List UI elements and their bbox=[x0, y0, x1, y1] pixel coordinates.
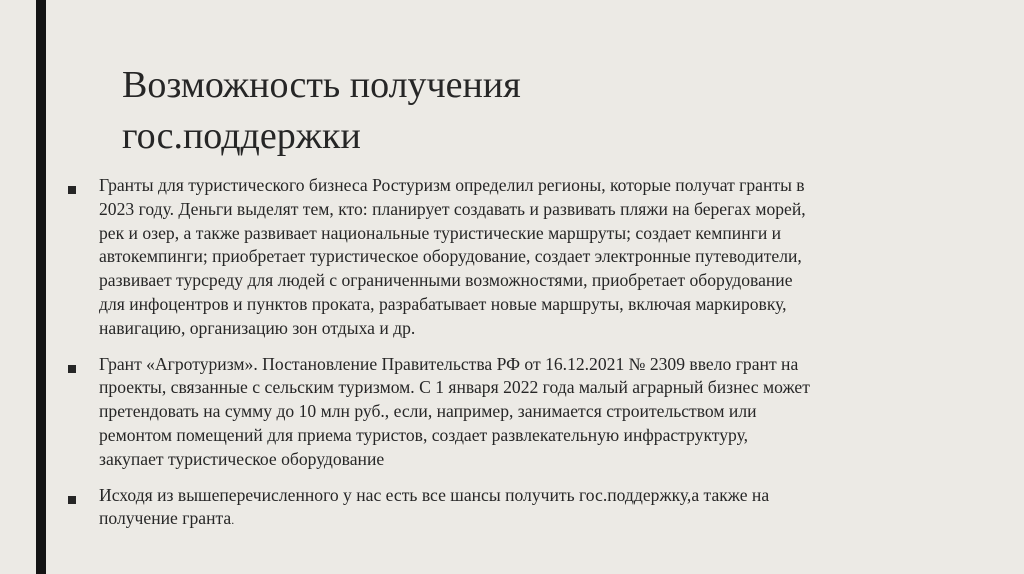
text-line: проекты, связанные с сельским туризмом. С 1 января 2022 года малый аграрный бизнес может bbox=[99, 377, 810, 398]
text-line: автокемпинги; приобретает туристическое оборудование, создает электронные путеводители, bbox=[99, 246, 802, 267]
text-line: Исходя из вышеперечисленного у нас есть все шансы получить гос.поддержку,а также на bbox=[99, 484, 770, 505]
slide-title bbox=[122, 60, 942, 162]
bullet-item-agrotourism bbox=[68, 353, 968, 472]
title-line: Возможность получения bbox=[122, 64, 521, 106]
text-line: 2023 году. Деньги выделят тем, кто: планирует создавать и развивать пляжи на берегах морей, bbox=[99, 198, 806, 219]
bullet-item-grants bbox=[68, 174, 968, 341]
text-line: закупает туристическое оборудование bbox=[99, 448, 385, 469]
title-line: гос.поддержки bbox=[122, 115, 361, 157]
accent-bar bbox=[36, 0, 46, 574]
text-line: навигацию, организацию зон отдыха и др. bbox=[99, 317, 416, 338]
bullet-text bbox=[99, 484, 968, 534]
bullet-list bbox=[68, 174, 968, 545]
square-bullet-icon bbox=[68, 365, 76, 373]
bullet-text bbox=[99, 174, 968, 341]
text-line: претендовать на сумму до 10 млн руб., если, например, занимается строительством или bbox=[99, 401, 757, 422]
square-bullet-icon bbox=[68, 186, 76, 194]
text-line: для инфоцентров и пунктов проката, разрабатывает новые маршруты, включая маркировку, bbox=[99, 293, 787, 314]
trailing-period: . bbox=[231, 513, 235, 528]
bullet-item-conclusion bbox=[68, 484, 968, 534]
square-bullet-icon bbox=[68, 496, 76, 504]
text-line: Гранты для туристического бизнеса Ростуризм определил регионы, которые получат гранты в bbox=[99, 175, 805, 195]
text-line: рек и озер, а также развивает национальные туристические маршруты; создает кемпинги и bbox=[99, 222, 782, 243]
text-line: Грант «Агротуризм». Постановление Правительства РФ от 16.12.2021 № 2309 ввело грант на bbox=[99, 353, 799, 374]
text-line: развивает турсреду для людей с ограниченными возможностями, приобретает оборудование bbox=[99, 270, 793, 291]
bullet-text bbox=[99, 353, 968, 472]
text-fragment: получение гранта bbox=[99, 508, 232, 529]
text-line bbox=[99, 507, 968, 533]
text-line: ремонтом помещений для приема туристов, создает развлекательную инфраструктуру, bbox=[99, 424, 749, 445]
